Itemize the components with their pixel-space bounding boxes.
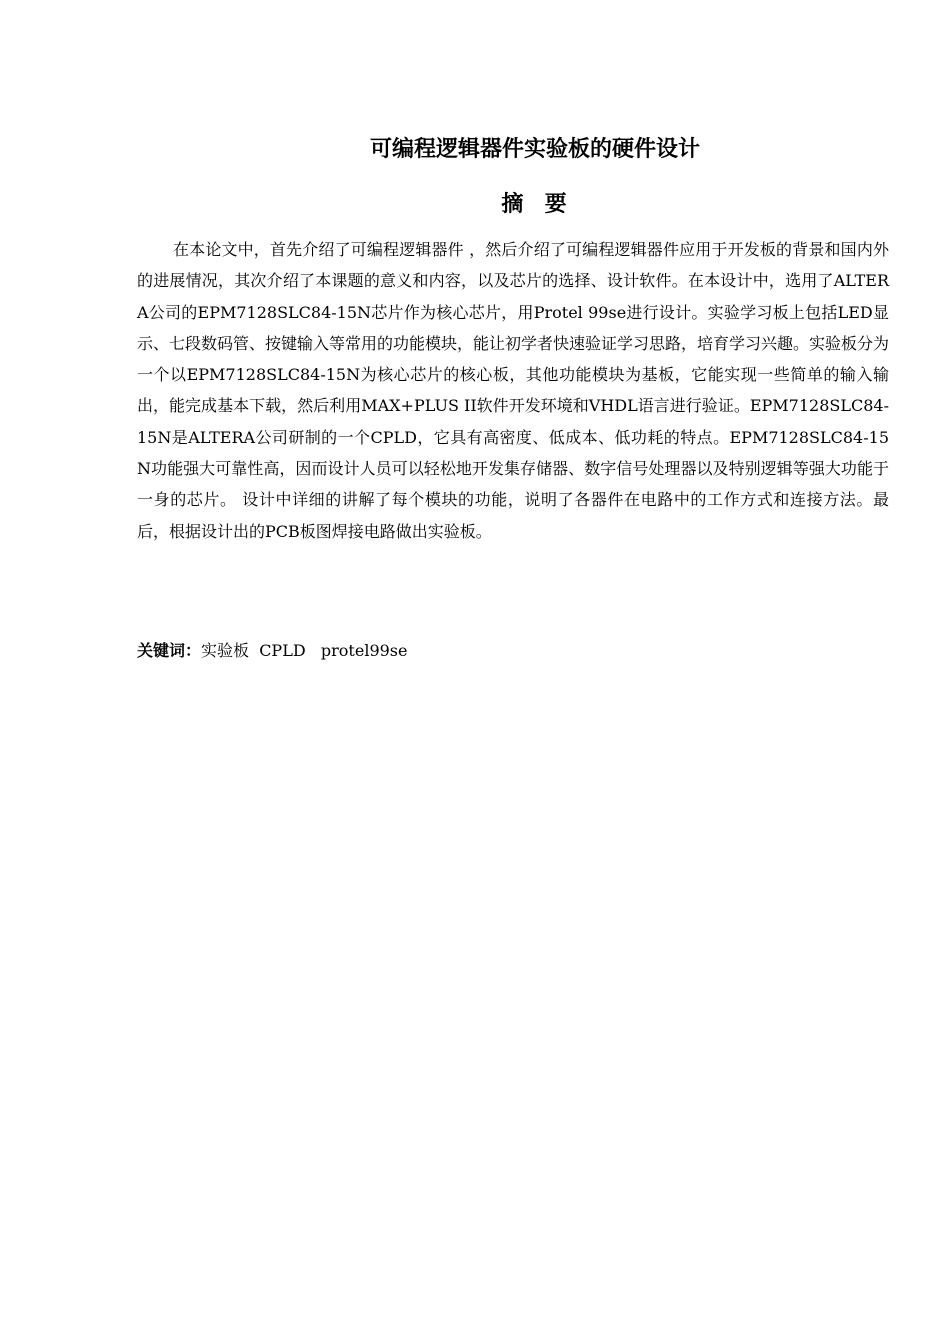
abstract-body: 在本论文中，首先介绍了可编程逻辑器件 ，然后介绍了可编程逻辑器件应用于开发板的背景和国内外的进展情况，其次介绍了本课题的意义和内容，以及芯片的选择、设计软件。在本设计中，选用了ALTERA公司的EPM7128SLC84-15N芯片作为核心芯片，用Protel 99se进行设计。实验学习板上包括LED显示、七段数码管、按键输入等常用的功能模块，能让初学者快速验证学习思路，培育学习兴趣。实验板分为一个以EPM7128SLC84-15N为核心芯片的核心板，其他功能模块为基板，它能实现一些简单的输入输出，能完成基本下载，然后利用MAX+PLUS II软件开发环境和VHDL语言进行验证。EPM7128SLC84-15N是ALTERA公司研制的一个CPLD，它具有高密度、低成本、低功耗的特点。EPM7128SLC84-15N功能强大可靠性高，因而设计人员可以轻松地开发集存储器、数字信号处理器以及特别逻辑等强大功能于一身的芯片。 设计中详细的讲解了每个模块的功能，说明了各器件在电路中的工作方式和连接方法。最后，根据设计出的PCB板图焊接电路做出实验板。 bbox=[137, 240, 890, 541]
keywords-line bbox=[137, 637, 408, 665]
abstract-heading: 摘 要 bbox=[501, 192, 569, 217]
keywords-label: 关键词： bbox=[137, 641, 202, 660]
document-title: 可编程逻辑器件实验板的硬件设计 bbox=[369, 137, 700, 162]
keywords-value: 实验板 CPLD protel99se bbox=[201, 641, 408, 660]
